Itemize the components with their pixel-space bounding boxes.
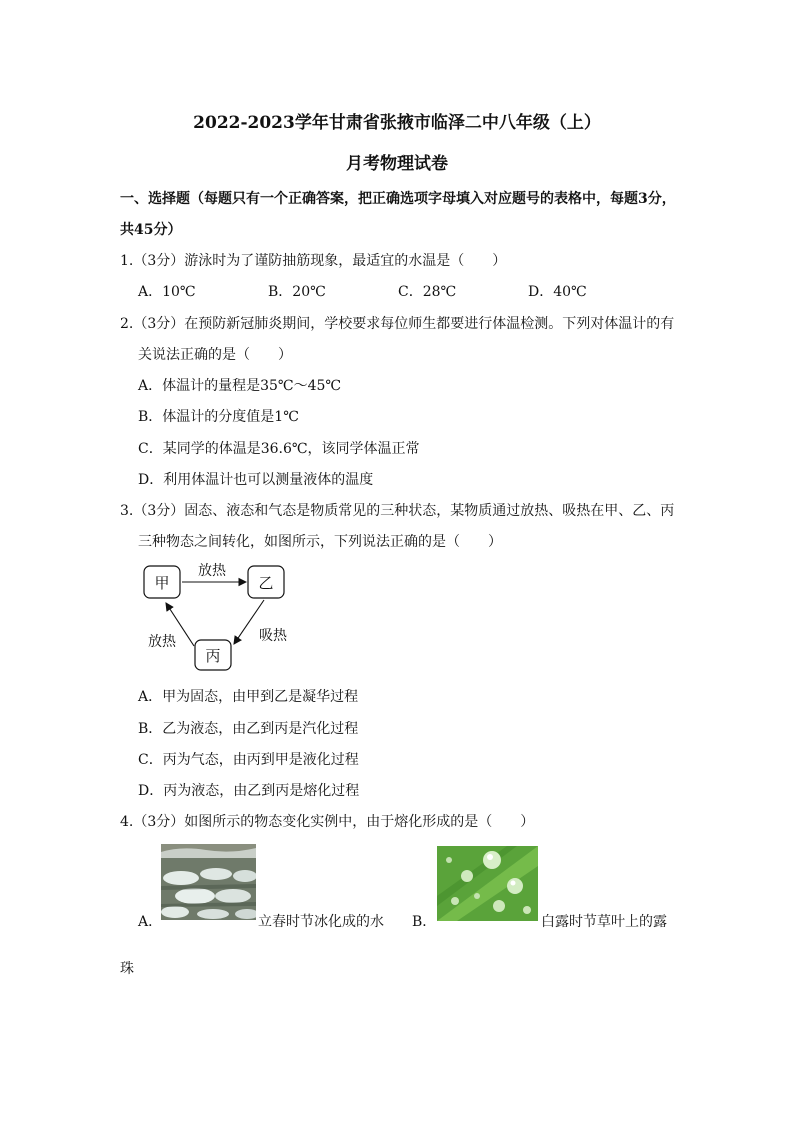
question-1-option-c: C．28℃ bbox=[398, 284, 457, 300]
question-2-option-d: D．利用体温计也可以测量液体的温度 bbox=[138, 472, 374, 488]
melting-ice-photo bbox=[161, 844, 256, 920]
node-b-label: 乙 bbox=[258, 574, 274, 592]
question-2-option-c: C．某同学的体温是36.6℃，该同学体温正常 bbox=[138, 441, 420, 457]
question-4-option-a-text: 立春时节冰化成的水 bbox=[258, 914, 384, 930]
question-1-option-a: A．10℃ bbox=[138, 284, 196, 300]
label-c-to-a: 放热 bbox=[148, 634, 176, 650]
question-1-option-d: D．40℃ bbox=[528, 284, 587, 300]
node-a-label: 甲 bbox=[154, 574, 170, 592]
question-3-stem-cont: 三种物态之间转化，如图所示，下列说法正确的是（ ） bbox=[138, 534, 502, 550]
question-4-option-b-wrap: 珠 bbox=[120, 961, 134, 977]
question-3-option-a: A．甲为固态，由甲到乙是凝华过程 bbox=[138, 689, 359, 705]
question-2-option-a: A．体温计的量程是35℃～45℃ bbox=[138, 378, 342, 394]
question-4-option-b-letter: B． bbox=[412, 914, 437, 930]
question-4-option-b-text: 白露时节草叶上的露 bbox=[541, 914, 667, 930]
question-3-option-b: B．乙为液态，由乙到丙是汽化过程 bbox=[138, 721, 359, 737]
label-a-to-b: 放热 bbox=[198, 563, 226, 579]
question-1-stem: 1.（3分）游泳时为了谨防抽筋现象，最适宜的水温是（ ） bbox=[120, 253, 507, 269]
label-b-to-c: 吸热 bbox=[259, 628, 287, 644]
state-diagram-svg bbox=[140, 560, 310, 675]
question-1-option-b: B．20℃ bbox=[268, 284, 326, 300]
section-heading-cont: 共45分） bbox=[120, 222, 182, 238]
question-4-option-a-letter: A． bbox=[138, 914, 163, 930]
question-4-stem: 4.（3分）如图所示的物态变化实例中，由于熔化形成的是（ ） bbox=[120, 814, 535, 830]
page-subtitle: 月考物理试卷 bbox=[346, 154, 448, 174]
question-3-option-d: D．丙为液态，由乙到丙是熔化过程 bbox=[138, 783, 360, 799]
section-heading: 一、选择题（每题只有一个正确答案，把正确选项字母填入对应题号的表格中，每题3分， bbox=[120, 191, 676, 207]
question-2-stem-cont: 关说法正确的是（ ） bbox=[138, 347, 292, 363]
state-transition-diagram bbox=[140, 560, 310, 675]
question-2-option-b: B．体温计的分度值是1℃ bbox=[138, 409, 299, 425]
page-title: 2022-2023学年甘肃省张掖市临泽二中八年级（上） bbox=[193, 113, 601, 133]
question-3-option-c: C．丙为气态，由丙到甲是液化过程 bbox=[138, 752, 359, 768]
question-1-options bbox=[138, 281, 658, 301]
question-2-stem: 2.（3分）在预防新冠肺炎期间，学校要求每位师生都要进行体温检测。下列对体温计的有 bbox=[120, 316, 675, 332]
question-3-stem: 3.（3分）固态、液态和气态是物质常见的三种状态，某物质通过放热、吸热在甲、乙、丙 bbox=[120, 503, 675, 519]
node-c-label: 丙 bbox=[205, 647, 221, 665]
dew-on-leaf-photo bbox=[437, 846, 538, 921]
